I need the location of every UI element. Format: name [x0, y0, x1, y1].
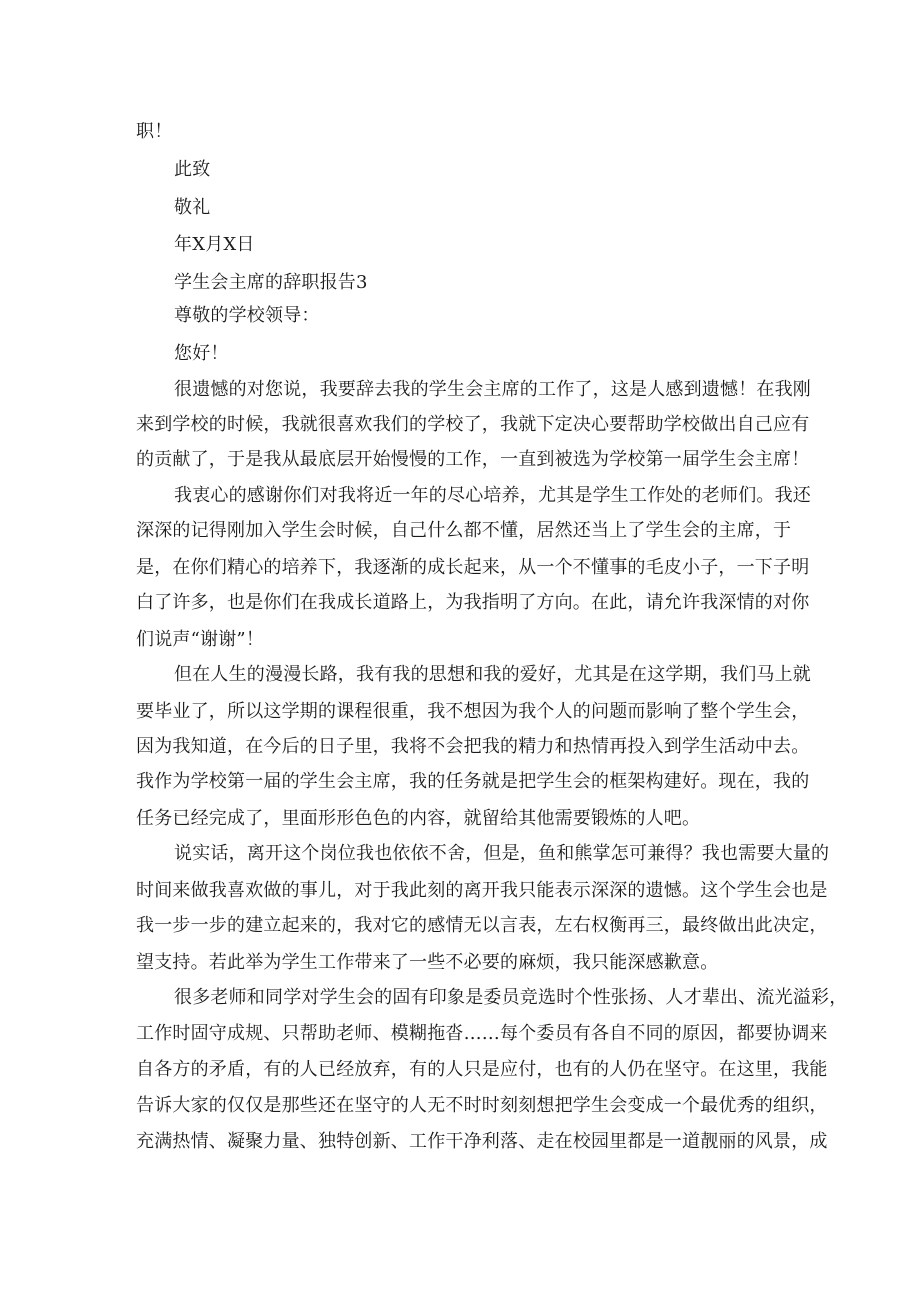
text-line: 我一步一步的建立起来的，我对它的感情无以言表，左右权衡再三，最终做出此决定， [136, 915, 828, 936]
text-line: 深深的记得刚加入学生会时候，自己什么都不懂，居然还当上了学生会的主席，于 [136, 520, 792, 541]
text-line: 我衷心的感谢你们对我将近一年的尽心培养，尤其是学生工作处的老师们。我还 [174, 485, 811, 506]
text-line: 我作为学校第一届的学生会主席，我的任务就是把学生会的框架构建好。现在，我的 [136, 771, 810, 792]
text-line: 因为我知道，在今后的日子里，我将不会把我的精力和热情再投入到学生活动中去。 [136, 736, 810, 757]
text-line: 是，在你们精心的培养下，我逐渐的成长起来，从一个不懂事的毛皮小子，一下子明 [136, 557, 810, 578]
closing-line: 此致 [174, 159, 211, 180]
text-line: 充满热情、凝聚力量、独特创新、工作干净利落、走在校园里都是一道靓丽的风景，成 [136, 1131, 828, 1152]
text-line: 的贡献了，于是我从最底层开始慢慢的工作，一直到被选为学校第一届学生会主席！ [136, 449, 810, 470]
text-line: 自各方的矛盾，有的人已经放弃，有的人只是应付，也有的人仍在坚守。在这里，我能 [136, 1059, 828, 1080]
date-line: 年X月X日 [174, 234, 255, 255]
text-line: 望支持。若此举为学生工作带来了一些不必要的麻烦，我只能深感歉意。 [136, 952, 719, 973]
text-line: 说实话，离开这个岗位我也依依不舍，但是，鱼和熊掌怎可兼得？我也需要大量的 [174, 843, 830, 864]
text-line: 但在人生的漫漫长路，我有我的思想和我的爱好，尤其是在这学期，我们马上就 [174, 664, 811, 685]
text-line: 们说声“谢谢”！ [136, 629, 265, 650]
text-line: 来到学校的时候，我就很喜欢我们的学校了，我就下定决心要帮助学校做出自己应有 [136, 414, 810, 435]
text-line: 职！ [136, 121, 173, 142]
text-line: 很遗憾的对您说，我要辞去我的学生会主席的工作了，这是人感到遗憾！在我刚 [174, 379, 811, 400]
greeting-line: 您好！ [174, 343, 229, 364]
text-line: 要毕业了，所以这学期的课程很重，我不想因为我个人的问题而影响了整个学生会， [136, 701, 810, 722]
text-line: 工作时固守成规、只帮助老师、模糊拖沓……每个委员有各自不同的原因，都要协调来 [136, 1023, 828, 1044]
text-line: 告诉大家的仅仅是那些还在坚守的人无不时时刻刻想把学生会变成一个最优秀的组织， [136, 1095, 828, 1116]
salutation-line: 敬礼 [174, 197, 211, 218]
recipient-line: 尊敬的学校领导： [174, 305, 320, 326]
section-title: 学生会主席的辞职报告3 [174, 272, 368, 293]
text-line: 时间来做我喜欢做的事儿，对于我此刻的离开我只能表示深深的遗憾。这个学生会也是 [136, 880, 828, 901]
text-line: 很多老师和同学对学生会的固有印象是委员竞选时个性张扬、人才辈出、流光溢彩， [174, 987, 848, 1008]
text-line: 任务已经完成了，里面形形色色的内容，就留给其他需要锻炼的人吧。 [136, 808, 701, 829]
text-line: 白了许多，也是你们在我成长道路上，为我指明了方向。在此，请允许我深情的对你 [136, 592, 810, 613]
